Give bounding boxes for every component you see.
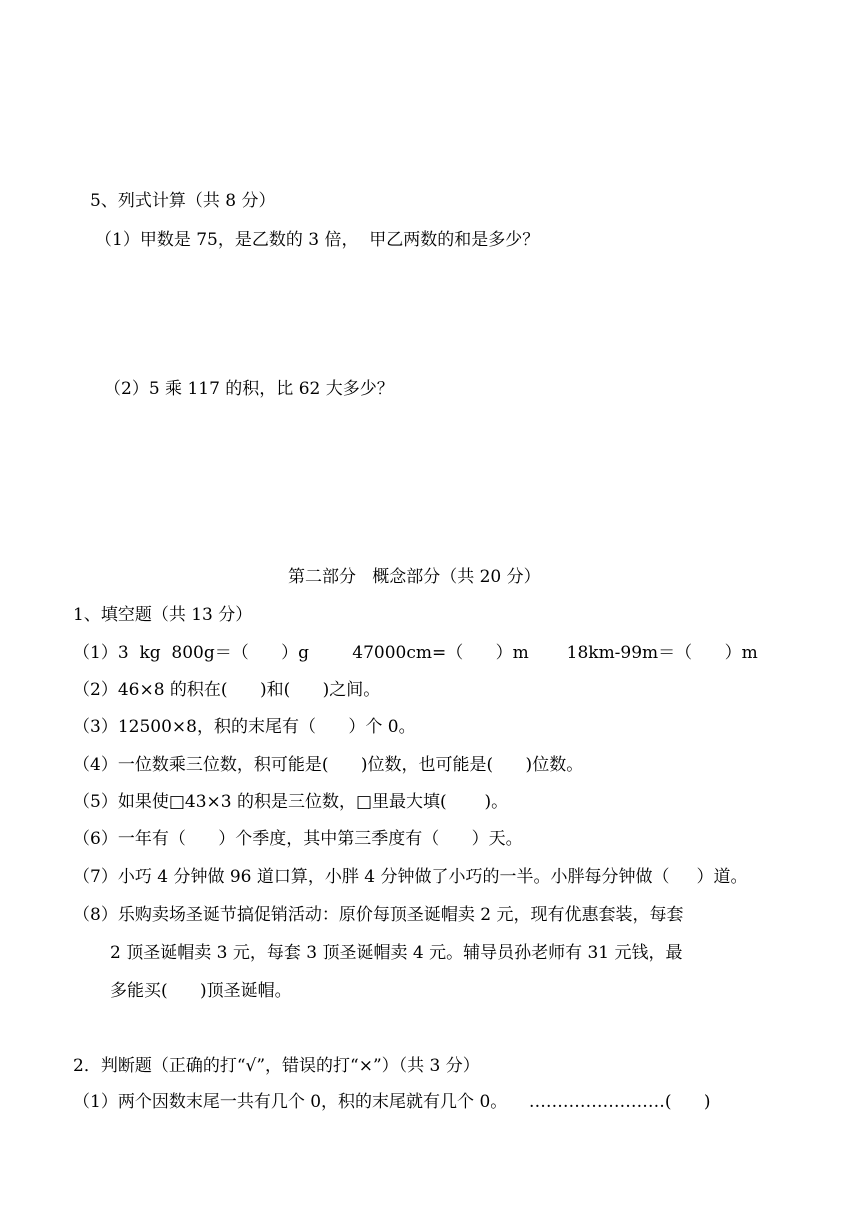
fill-item-6: （6）一年有（ ）个季度，其中第三季度有（ ）天。 xyxy=(73,829,523,849)
judge-heading: 2．判断题（正确的打“√”，错误的打“×”）（共 3 分） xyxy=(73,1056,480,1076)
fill-item-3: （3）12500×8，积的末尾有（ ）个 0。 xyxy=(73,717,416,737)
section5-heading: 5、列式计算（共 8 分） xyxy=(90,191,276,211)
fill-item-4: （4）一位数乘三位数，积可能是( )位数，也可能是( )位数。 xyxy=(73,755,584,775)
fill-item-8-line-1: （8）乐购卖场圣诞节搞促销活动：原价每顶圣诞帽卖 2 元，现有优惠套装，每套 xyxy=(73,905,684,925)
section5-question-1: （1）甲数是 75，是乙数的 3 倍， 甲乙两数的和是多少？ xyxy=(95,230,540,250)
fill-item-2: （2）46×8 的积在( )和( )之间。 xyxy=(73,680,381,700)
judge-item-1: （1）两个因数末尾一共有几个 0，积的末尾就有几个 0。 ……………………( ) xyxy=(73,1092,711,1112)
fill-item-8-line-2: 2 顶圣诞帽卖 3 元，每套 3 顶圣诞帽卖 4 元。辅导员孙老师有 31 元钱，最 xyxy=(110,943,683,963)
section5-question-2: （2）5 乘 117 的积，比 62 大多少？ xyxy=(104,379,394,399)
fill-item-7: （7）小巧 4 分钟做 96 道口算，小胖 4 分钟做了小巧的一半。小胖每分钟做（ ）道。 xyxy=(73,867,748,887)
fill-heading: 1、填空题（共 13 分） xyxy=(73,605,253,625)
part2-title: 第二部分 概念部分（共 20 分） xyxy=(288,567,541,587)
fill-item-8-line-3: 多能买( )顶圣诞帽。 xyxy=(110,981,292,1001)
fill-item-5: （5）如果使□43×3 的积是三位数，□里最大填( )。 xyxy=(73,792,509,812)
fill-item-1: （1）3 kg 800g＝（ ）g 47000cm=（ ）m 18km-99m＝（ ）m xyxy=(73,643,758,663)
